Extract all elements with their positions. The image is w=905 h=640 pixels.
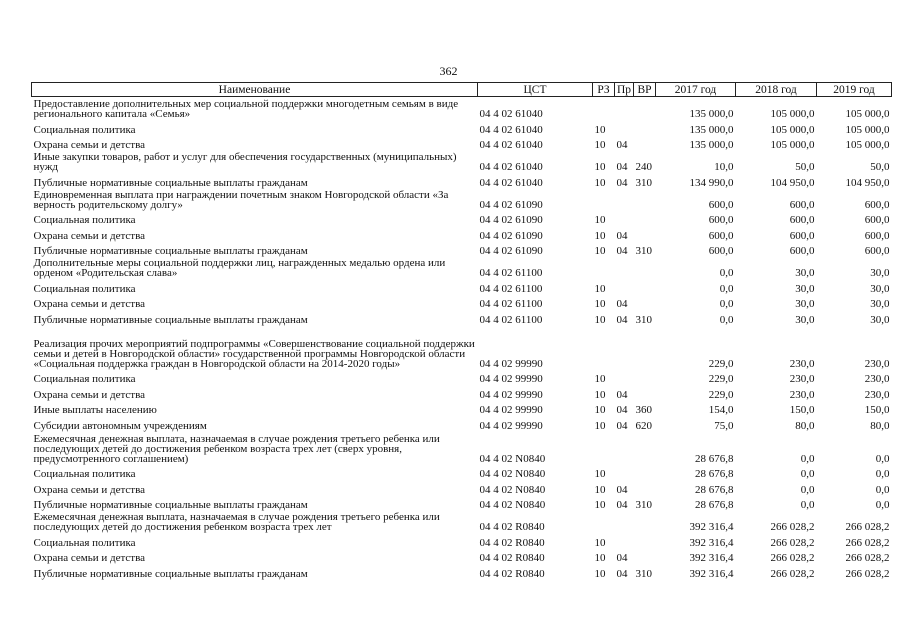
cell-pr [615,369,634,385]
cell-pr [615,464,634,480]
table-row [32,241,892,257]
cell-rz: 10 [594,313,606,326]
cell-2017: 135 000,0 [689,139,734,151]
cell-vr: 620 [635,419,652,432]
table-header-row [32,83,892,97]
cell-rz: 10 [594,499,606,511]
cell-vr: 310 [635,499,652,511]
cell-2019: 266 028,2 [845,552,890,564]
cell-pr: 04 [616,245,628,257]
cell-pr [615,188,634,210]
col-header-name: Наименование [32,83,478,97]
cell-2018: 0,0 [800,468,815,480]
cell-vr [634,210,656,226]
cell-cst: 04 4 02 N0840 [479,468,546,480]
cell-2018: 0,0 [800,499,815,511]
cell-2019: 600,0 [864,245,890,257]
cell-2018: 30,0 [795,282,815,295]
cell-rz: 10 [594,483,606,496]
cell-vr [634,325,656,369]
cell-vr: 360 [635,404,652,416]
cell-2019: 30,0 [870,267,890,279]
cell-2018: 600,0 [789,214,815,226]
cell-cst: 04 4 02 N0840 [479,483,546,496]
cell-2019: 105 000,0 [845,139,890,151]
table-row [32,119,892,135]
cell-2018: 230,0 [789,373,815,385]
cell-pr: 04 [616,313,628,326]
cell-pr: 04 [616,161,628,173]
cell-cst: 04 4 02 61040 [479,108,543,120]
table-row [32,400,892,416]
table-row [32,431,892,464]
cell-rz: 10 [594,161,606,173]
cell-vr [634,532,656,548]
table-row [32,210,892,226]
cell-2018: 80,0 [795,419,815,432]
cell-2019: 30,0 [870,298,890,310]
cell-2017: 229,0 [708,388,734,401]
cell-name: Социальная политика [33,214,136,226]
table-row [32,97,892,120]
cell-2017: 28 676,8 [695,499,734,511]
cell-2017: 135 000,0 [689,123,734,136]
cell-name: Иные выплаты населению [33,404,157,416]
table-row [32,415,892,431]
cell-name: Дополнительные меры социальной поддержки лиц, награжденных медалью ордена или орденом «Родительская слава» [33,257,446,279]
cell-cst: 04 4 02 61040 [479,176,543,189]
cell-2017: 229,0 [708,373,734,385]
cell-2017: 392 316,4 [689,521,734,533]
cell-2018: 266 028,2 [770,521,815,533]
cell-2018: 30,0 [795,298,815,310]
cell-vr [634,97,656,120]
cell-cst: 04 4 02 R0840 [479,567,545,580]
cell-cst: 04 4 02 99990 [479,357,543,370]
cell-vr [634,225,656,241]
cell-2018: 230,0 [789,388,815,401]
cell-pr: 04 [616,419,628,432]
table-row [32,135,892,151]
cell-vr [634,135,656,151]
cell-vr [634,294,656,310]
cell-2019: 104 950,0 [845,176,890,189]
cell-vr [634,369,656,385]
col-header-pr: Пр [615,83,634,97]
cell-rz: 10 [594,373,606,385]
cell-cst: 04 4 02 99990 [479,373,543,385]
table-row [32,510,892,532]
cell-2018: 230,0 [789,357,815,370]
cell-2018: 105 000,0 [770,123,815,136]
cell-name: Иные закупки товаров, работ и услуг для обеспечения государственных (муниципальных) нужд [33,151,457,173]
cell-2019: 600,0 [864,198,890,211]
cell-2018: 30,0 [795,313,815,326]
cell-cst: 04 4 02 99990 [479,404,543,416]
cell-2018: 266 028,2 [770,552,815,564]
cell-2019: 230,0 [864,388,890,401]
cell-cst: 04 4 02 61040 [479,139,543,151]
cell-rz: 10 [594,536,606,549]
table-row [32,495,892,511]
cell-2017: 392 316,4 [689,552,734,564]
cell-2017: 392 316,4 [689,567,734,580]
cell-pr: 04 [616,552,628,564]
cell-pr: 04 [616,499,628,511]
cell-rz [593,97,615,120]
cell-2017: 28 676,8 [695,483,734,496]
cell-name: Субсидии автономным учреждениям [33,419,207,432]
cell-pr [615,278,634,294]
cell-cst: 04 4 02 R0840 [479,521,545,533]
cell-name: Социальная политика [33,282,136,295]
table-row [32,325,892,369]
table-row [32,278,892,294]
cell-name: Охрана семьи и детства [33,139,146,151]
cell-name: Ежемесячная денежная выплата, назначаемая в случае рождения третьего ребенка или последующих детей до достижения ребенком возраста трех лет [33,511,440,533]
cell-2017: 0,0 [719,282,734,295]
table-row [32,150,892,172]
cell-2019: 30,0 [870,282,890,295]
cell-2019: 150,0 [864,404,890,416]
cell-vr [634,548,656,564]
cell-2018: 266 028,2 [770,536,815,549]
cell-pr [615,256,634,278]
cell-name: Ежемесячная денежная выплата, назначаемая в случае рождения третьего ребенка или последующих детей до достижения ребенком возраста трех лет (сверх уровня, предусмотренного соглашением) [33,432,440,465]
cell-rz: 10 [594,139,606,151]
table-row [32,294,892,310]
cell-pr: 04 [616,176,628,189]
cell-pr: 04 [616,298,628,310]
cell-2019: 230,0 [864,357,890,370]
cell-name: Социальная политика [33,468,136,480]
table-row [32,225,892,241]
table-row [32,563,892,579]
cell-2018: 30,0 [795,267,815,279]
cell-rz: 10 [594,123,606,136]
cell-2017: 0,0 [719,267,734,279]
cell-cst: 04 4 02 61090 [479,245,543,257]
cell-2017: 10,0 [714,161,734,173]
cell-cst: 04 4 02 R0840 [479,552,545,564]
cell-2018: 105 000,0 [770,139,815,151]
table-row [32,172,892,188]
cell-2017: 135 000,0 [689,108,734,120]
cell-2019: 230,0 [864,373,890,385]
table-row [32,548,892,564]
cell-2017: 154,0 [708,404,734,416]
cell-rz: 10 [594,176,606,189]
cell-cst: 04 4 02 61100 [479,313,543,326]
cell-cst: 04 4 02 61100 [479,298,543,310]
cell-2019: 266 028,2 [845,521,890,533]
cell-2017: 134 990,0 [689,176,734,189]
cell-2018: 105 000,0 [770,108,815,120]
col-header-2018: 2018 год [736,83,817,97]
cell-2017: 600,0 [708,229,734,242]
cell-cst: 04 4 02 61090 [479,229,543,242]
cell-vr [634,278,656,294]
cell-name: Реализация прочих мероприятий подпрограммы «Совершенствование социальной поддержки семьи и детей в Новгородской области» государственной программы Новгородской области «Социальная поддержка граждан в Новгородской области на 2014-2020 годы» [33,337,475,370]
cell-rz: 10 [594,468,606,480]
cell-cst: 04 4 02 61040 [479,123,543,136]
cell-2019: 80,0 [870,419,890,432]
cell-cst: 04 4 02 61040 [479,161,543,173]
cell-pr: 04 [616,483,628,496]
cell-vr: 310 [635,567,652,580]
cell-cst: 04 4 02 61100 [479,282,543,295]
cell-2017: 600,0 [708,245,734,257]
cell-name: Публичные нормативные социальные выплаты гражданам [33,313,308,326]
cell-2017: 75,0 [714,419,734,432]
cell-rz: 10 [594,419,606,432]
cell-2018: 50,0 [795,161,815,173]
cell-vr: 310 [635,313,652,326]
cell-vr: 240 [635,161,652,173]
cell-2019: 50,0 [870,161,890,173]
cell-vr [634,464,656,480]
cell-pr [615,510,634,532]
cell-2018: 104 950,0 [770,176,815,189]
cell-pr [615,325,634,369]
cell-2019: 266 028,2 [845,567,890,580]
cell-name: Публичные нормативные социальные выплаты гражданам [33,567,308,580]
cell-cst: 04 4 02 61090 [479,198,543,211]
cell-vr [634,479,656,495]
cell-name: Охрана семьи и детства [33,388,146,401]
cell-pr: 04 [616,388,628,401]
cell-vr [634,256,656,278]
table-row [32,464,892,480]
cell-2018: 150,0 [789,404,815,416]
table-row [32,532,892,548]
budget-table [31,82,892,579]
cell-name: Социальная политика [33,536,136,549]
cell-cst: 04 4 02 N0840 [479,452,546,465]
table-row [32,479,892,495]
cell-rz: 10 [594,404,606,416]
cell-vr [634,119,656,135]
cell-cst: 04 4 02 R0840 [479,536,545,549]
cell-2017: 0,0 [719,298,734,310]
cell-vr [634,431,656,464]
table-row [32,384,892,400]
cell-pr: 04 [616,229,628,242]
cell-rz [593,325,615,369]
cell-cst: 04 4 02 61100 [479,267,543,279]
cell-pr [615,431,634,464]
cell-2019: 0,0 [875,499,890,511]
cell-2019: 600,0 [864,229,890,242]
cell-2019: 0,0 [875,483,890,496]
cell-cst: 04 4 02 61090 [479,214,543,226]
cell-name: Единовременная выплата при награждении почетным знаком Новгородской области «За верность родительскому долгу» [33,188,449,211]
cell-rz: 10 [594,567,606,580]
cell-vr: 310 [635,176,652,189]
cell-cst: 04 4 02 99990 [479,388,543,401]
cell-name: Охрана семьи и детства [33,298,146,310]
table-row [32,256,892,278]
cell-name: Охрана семьи и детства [33,552,146,564]
cell-rz [593,188,615,210]
cell-rz: 10 [594,214,606,226]
cell-2017: 28 676,8 [695,468,734,480]
cell-pr: 04 [616,567,628,580]
cell-2018: 0,0 [800,483,815,496]
cell-rz [593,256,615,278]
cell-2019: 600,0 [864,214,890,226]
cell-2019: 0,0 [875,452,890,465]
cell-vr: 310 [635,245,652,257]
cell-2017: 229,0 [708,357,734,370]
cell-2018: 600,0 [789,245,815,257]
cell-rz [593,510,615,532]
cell-rz: 10 [594,282,606,295]
cell-2018: 266 028,2 [770,567,815,580]
cell-2019: 105 000,0 [845,108,890,120]
cell-cst: 04 4 02 N0840 [479,499,546,511]
cell-2019: 266 028,2 [845,536,890,549]
page-number: 362 [439,64,458,78]
cell-rz: 10 [594,229,606,242]
cell-cst: 04 4 02 99990 [479,419,543,432]
cell-2017: 600,0 [708,198,734,211]
cell-2019: 30,0 [870,313,890,326]
cell-rz: 10 [594,245,606,257]
table-row [32,309,892,325]
cell-pr [615,532,634,548]
cell-vr [634,510,656,532]
cell-rz [593,431,615,464]
cell-2019: 105 000,0 [845,123,890,136]
cell-vr [634,188,656,210]
cell-2017: 392 316,4 [689,536,734,549]
table-row [32,369,892,385]
cell-2018: 600,0 [789,229,815,242]
cell-2018: 0,0 [800,452,815,465]
cell-2017: 0,0 [719,313,734,326]
cell-name: Предоставление дополнительных мер социальной поддержки многодетным семьям в виде регионального капитала «Семья» [33,98,459,120]
col-header-cst: ЦСТ [478,83,593,97]
cell-2017: 600,0 [708,214,734,226]
cell-name: Охрана семьи и детства [33,229,146,242]
cell-rz: 10 [594,388,606,401]
cell-vr [634,384,656,400]
cell-2019: 0,0 [875,468,890,480]
cell-pr [615,97,634,120]
cell-pr [615,119,634,135]
col-header-rz: РЗ [593,83,615,97]
cell-2018: 600,0 [789,198,815,211]
cell-name: Социальная политика [33,123,136,136]
cell-rz: 10 [594,298,606,310]
col-header-2017: 2017 год [656,83,736,97]
cell-pr [615,210,634,226]
cell-pr: 04 [616,139,628,151]
cell-name: Публичные нормативные социальные выплаты гражданам [33,176,308,189]
col-header-2019: 2019 год [817,83,892,97]
cell-name: Социальная политика [33,373,136,385]
cell-name: Охрана семьи и детства [33,483,146,496]
cell-name: Публичные нормативные социальные выплаты гражданам [33,245,308,257]
cell-rz: 10 [594,552,606,564]
cell-2017: 28 676,8 [695,452,734,465]
col-header-vr: ВР [634,83,656,97]
cell-pr: 04 [616,404,628,416]
table-row [32,188,892,210]
cell-name: Публичные нормативные социальные выплаты гражданам [33,499,308,511]
